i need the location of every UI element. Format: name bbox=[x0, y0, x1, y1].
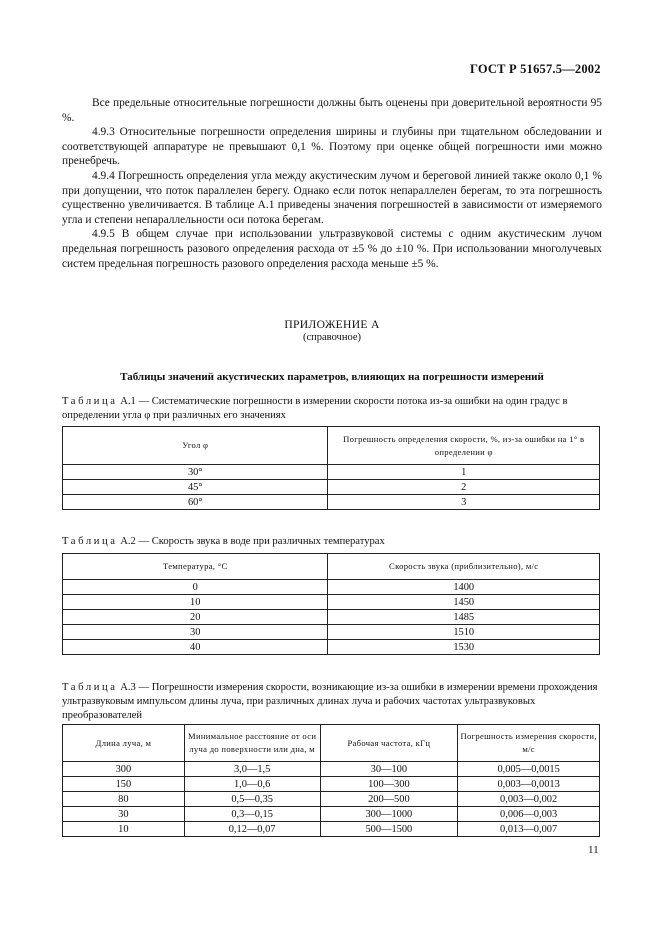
table-cell: 0,003—0,0013 bbox=[458, 777, 600, 792]
paragraph-4-9-4: 4.9.4 Погрешность определения угла между акустическим лучом и береговой линией также около 0,1 % при допущении, что поток параллелен берегу. Однако если поток непараллелен берегам, то эта погрешность существенно увеличивается. В таблице А.1 приведены значения погрешностей в зависимости от измеряемого угла и степени непараллельности оси потока берегам. bbox=[62, 169, 602, 226]
table-row bbox=[63, 640, 600, 655]
table-cell: 3 bbox=[328, 495, 600, 510]
paragraph-4-9-5: 4.9.5 В общем случае при использовании ультразвуковой системы с одним акустическим лучом предельная погрешность разового определения расхода от ±5 % до ±10 %. При использовании многолучевых систем предельная погрешность разового определения расхода меньше ±5 %. bbox=[62, 228, 602, 270]
table-cell: 300—1000 bbox=[320, 807, 458, 822]
table-cell: 80 bbox=[63, 792, 185, 807]
table-a3-header-distance: Минимальное расстояние от оси луча до поверхности или дна, м bbox=[184, 725, 320, 762]
table-row bbox=[63, 792, 600, 807]
table-cell: 100—300 bbox=[320, 777, 458, 792]
tables-heading: Таблицы значений акустических параметров, влияющих на погрешности измерений bbox=[120, 371, 544, 383]
table-a2-caption-text: А.2 — Скорость звука в воде при различных температурах bbox=[117, 536, 385, 547]
table-row bbox=[63, 762, 600, 777]
table-a2-header-speed: Скорость звука (приблизительно), м/с bbox=[328, 554, 600, 580]
table-cell: 1 bbox=[328, 465, 600, 480]
table-a1-caption-text: А.1 — Систематические погрешности в измерении скорости потока из-за ошибки на один градус в определении угла φ при различных его значениях bbox=[62, 396, 568, 421]
table-a3-header-frequency: Рабочая частота, кГц bbox=[320, 725, 458, 762]
table-row bbox=[63, 777, 600, 792]
table-cell: 0 bbox=[63, 580, 328, 595]
document-header: ГОСТ Р 51657.5—2002 bbox=[470, 62, 601, 76]
table-a3-header-error: Погрешность измерения скорости, м/с bbox=[458, 725, 600, 762]
page-number: 11 bbox=[588, 844, 599, 856]
table-cell: 0,003—0,002 bbox=[458, 792, 600, 807]
table-a1-header-angle: Угол φ bbox=[63, 427, 328, 465]
paragraph-4-9-3: 4.9.3 Относительные погрешности определения ширины и глубины при тщательном обследовании и соответствующей аппаратуре не превышают 0,1 %. Поэтому при оценке общей погрешности ими можно пренебречь. bbox=[62, 126, 602, 168]
table-cell: 30 bbox=[63, 625, 328, 640]
table-row bbox=[63, 580, 600, 595]
table-a3-label: Таблица bbox=[62, 682, 118, 693]
table-a2-label: Таблица bbox=[62, 536, 118, 547]
table-cell: 1510 bbox=[328, 625, 600, 640]
table-a3 bbox=[62, 724, 600, 837]
table-cell: 10 bbox=[63, 595, 328, 610]
table-cell: 3,0—1,5 bbox=[184, 762, 320, 777]
table-cell: 300 bbox=[63, 762, 185, 777]
table-row bbox=[63, 807, 600, 822]
table-cell: 60° bbox=[63, 495, 328, 510]
table-cell: 1,0—0,6 bbox=[184, 777, 320, 792]
table-cell: 30 bbox=[63, 807, 185, 822]
table-row bbox=[63, 480, 600, 495]
table-a2 bbox=[62, 553, 600, 655]
table-cell: 0,3—0,15 bbox=[184, 807, 320, 822]
appendix-title: ПРИЛОЖЕНИЕ А bbox=[284, 318, 380, 331]
table-cell: 45° bbox=[63, 480, 328, 495]
table-cell: 0,006—0,003 bbox=[458, 807, 600, 822]
table-row bbox=[63, 465, 600, 480]
table-row bbox=[63, 495, 600, 510]
table-cell: 0,5—0,35 bbox=[184, 792, 320, 807]
appendix-subtitle: (справочное) bbox=[303, 332, 361, 343]
table-cell: 1400 bbox=[328, 580, 600, 595]
table-a3-caption bbox=[62, 681, 602, 723]
table-row bbox=[63, 625, 600, 640]
table-cell: 500—1500 bbox=[320, 822, 458, 837]
body-text bbox=[62, 96, 602, 271]
table-cell: 30° bbox=[63, 465, 328, 480]
table-a3-caption-text: А.3 — Погрешности измерения скорости, возникающие из-за ошибки в измерении времени прохождения ультразвуковым импульсом длины луча, при различных длинах луча и рабочих частотах ультразвуковых преобразователей bbox=[62, 682, 598, 721]
table-cell: 30—100 bbox=[320, 762, 458, 777]
table-cell: 0,12—0,07 bbox=[184, 822, 320, 837]
table-cell: 20 bbox=[63, 610, 328, 625]
table-cell: 1530 bbox=[328, 640, 600, 655]
table-cell: 1450 bbox=[328, 595, 600, 610]
table-cell: 0,013—0,007 bbox=[458, 822, 600, 837]
table-a2-header-temperature: Температура, °С bbox=[63, 554, 328, 580]
table-a1 bbox=[62, 426, 600, 510]
table-a2-caption bbox=[62, 535, 602, 549]
table-a1-header-error: Погрешность определения скорости, %, из-за ошибки на 1° в определении φ bbox=[328, 427, 600, 465]
paragraph-confidence: Все предельные относительные погрешности должны быть оценены при доверительной вероятности 95 %. bbox=[62, 97, 602, 124]
table-a1-caption bbox=[62, 395, 602, 423]
table-cell: 150 bbox=[63, 777, 185, 792]
table-cell: 0,005—0,0015 bbox=[458, 762, 600, 777]
table-row bbox=[63, 595, 600, 610]
table-a1-label: Таблица bbox=[62, 396, 118, 407]
table-row bbox=[63, 822, 600, 837]
table-row bbox=[63, 610, 600, 625]
table-cell: 1485 bbox=[328, 610, 600, 625]
table-a3-header-length: Длина луча, м bbox=[63, 725, 185, 762]
table-cell: 10 bbox=[63, 822, 185, 837]
table-cell: 2 bbox=[328, 480, 600, 495]
table-cell: 200—500 bbox=[320, 792, 458, 807]
table-cell: 40 bbox=[63, 640, 328, 655]
